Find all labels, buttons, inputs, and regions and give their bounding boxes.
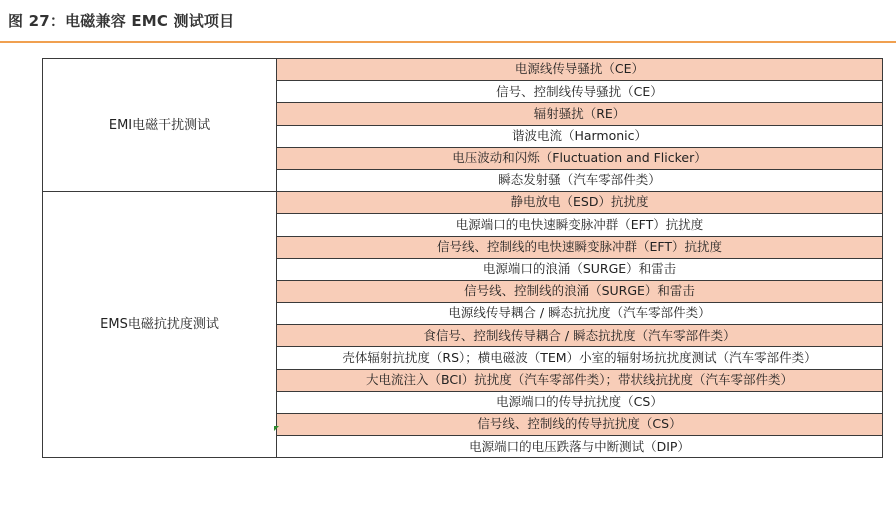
- test-item-cell: 电源线传导骚扰（CE）: [277, 59, 883, 81]
- test-item-cell: 信号、控制线传导骚扰（CE）: [277, 81, 883, 103]
- test-item-cell: 瞬态发射骚（汽车零部件类）: [277, 169, 883, 191]
- title-divider: [0, 41, 896, 43]
- test-item-cell: 大电流注入（BCI）抗扰度（汽车零部件类）；带状线抗扰度（汽车零部件类）: [277, 369, 883, 391]
- test-item-cell: 电压波动和闪烁（Fluctuation and Flicker）: [277, 147, 883, 169]
- test-item-cell: 辐射骚扰（RE）: [277, 103, 883, 125]
- figure-title: 图 27：电磁兼容 EMC 测试项目: [8, 12, 235, 30]
- table-row: [43, 59, 883, 81]
- cell-comment-marker: [274, 426, 279, 431]
- test-item-cell: 电源端口的浪涌（SURGE）和雷击: [277, 258, 883, 280]
- test-item-cell: 静电放电（ESD）抗扰度: [277, 192, 883, 214]
- test-item-cell: 电源端口的传导抗扰度（CS）: [277, 391, 883, 413]
- test-item-cell: 电源端口的电快速瞬变脉冲群（EFT）抗扰度: [277, 214, 883, 236]
- test-item-cell: 信号线、控制线的传导抗扰度（CS）: [277, 414, 883, 436]
- test-item-cell: 信号线、控制线的浪涌（SURGE）和雷击: [277, 280, 883, 302]
- emc-test-table: [42, 58, 883, 458]
- test-item-cell: 食信号、控制线传导耦合 / 瞬态抗扰度（汽车零部件类）: [277, 325, 883, 347]
- category-cell: EMS电磁抗扰度测试: [43, 192, 277, 458]
- emc-table-body: [43, 59, 883, 458]
- category-cell: EMI电磁干扰测试: [43, 59, 277, 192]
- test-item-cell: 信号线、控制线的电快速瞬变脉冲群（EFT）抗扰度: [277, 236, 883, 258]
- test-item-cell: 谐波电流（Harmonic）: [277, 125, 883, 147]
- table-row: [43, 192, 883, 214]
- test-item-cell: 电源端口的电压跌落与中断测试（DIP）: [277, 436, 883, 458]
- test-item-cell: 电源线传导耦合 / 瞬态抗扰度（汽车零部件类）: [277, 303, 883, 325]
- test-item-cell: 壳体辐射抗扰度（RS）；横电磁波（TEM）小室的辐射场抗扰度测试（汽车零部件类）: [277, 347, 883, 369]
